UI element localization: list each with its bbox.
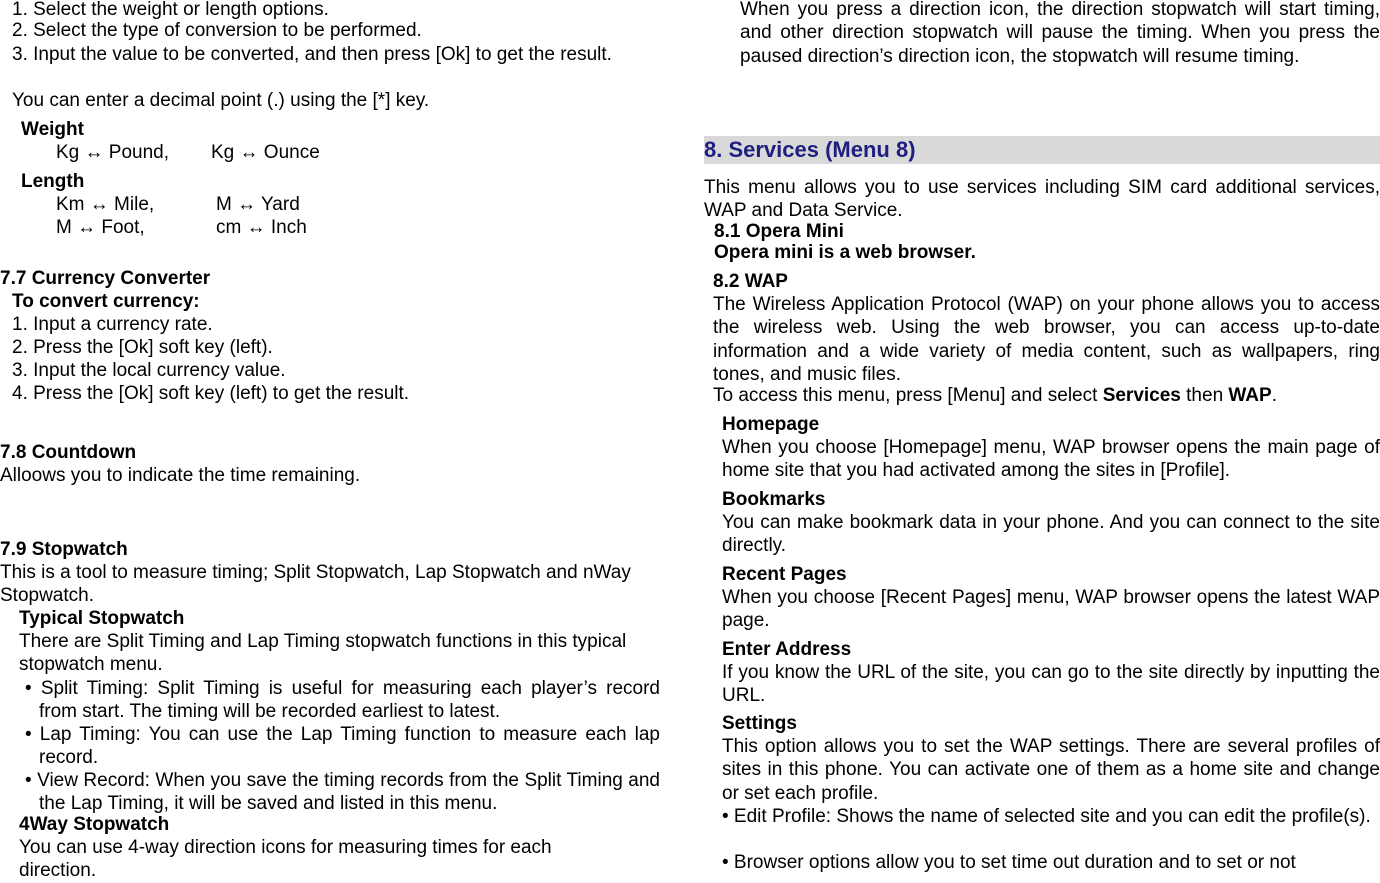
homepage-text: When you choose [Homepage] menu, WAP browser opens the main page of home site that you had activated among the sites in [Profile]. [722, 437, 1380, 482]
settings-text: This option allows you to set the WAP settings. There are several profiles of sites in this phone. You can activate one of them as a home site and change or set each profile. [722, 736, 1380, 804]
recent-pages-text: When you choose [Recent Pages] menu, WAP browser opens the latest WAP page. [722, 587, 1380, 632]
countdown-text: Alloows you to indicate the time remaining. [0, 465, 361, 486]
typical-stopwatch-heading: Typical Stopwatch [19, 608, 185, 629]
access-text-end: . [1271, 385, 1277, 406]
bookmarks-heading: Bookmarks [722, 489, 826, 510]
weight-options [56, 141, 660, 164]
access-text-mid: then [1180, 385, 1229, 406]
settings-heading: Settings [722, 713, 797, 734]
step-1: 1. Select the weight or length options. [12, 0, 329, 20]
fourway-stopwatch-heading: 4Way Stopwatch [19, 814, 170, 835]
stopwatch-intro: This is a tool to measure timing; Split Stopwatch, Lap Stopwatch and nWay Stopwatch. [0, 562, 631, 607]
length-heading: Length [21, 171, 85, 192]
bookmarks-text: You can make bookmark data in your phone. And you can connect to the site directly. [722, 512, 1380, 557]
recent-pages-heading: Recent Pages [722, 564, 847, 585]
currency-step-3: 3. Input the local currency value. [12, 360, 286, 381]
services-section-heading: 8. Services (Menu 8) [704, 136, 1380, 164]
bullet-browser-options: • Browser options allow you to set time out duration and to set or not [722, 852, 1296, 873]
currency-heading: 7.7 Currency Converter [0, 268, 211, 289]
length-option-m-foot: M ↔ Foot, [56, 217, 145, 238]
wap-heading: 8.2 WAP [713, 271, 788, 292]
stopwatch-heading: 7.9 Stopwatch [0, 539, 128, 560]
bullet-lap-timing: • Lap Timing: You can use the Lap Timing function to measure each lap record. [25, 724, 660, 769]
enter-address-text: If you know the URL of the site, you can go to the site directly by inputting the URL. [722, 662, 1380, 707]
currency-step-4: 4. Press the [Ok] soft key (left) to get the result. [12, 383, 410, 404]
bullet-split-timing: • Split Timing: Split Timing is useful for measuring each player’s record from start. The timing will be recorded earliest to latest. [25, 678, 660, 723]
bullet-view-record: • View Record: When you save the timing records from the Split Timing and the Lap Timing, it will be saved and listed in this menu. [25, 770, 660, 815]
bullet-edit-profile: • Edit Profile: Shows the name of selected site and you can edit the profile(s). [722, 806, 1371, 827]
countdown-heading: 7.8 Countdown [0, 442, 137, 463]
typical-stopwatch-text: There are Split Timing and Lap Timing stopwatch functions in this typical stopwatch menu. [19, 631, 627, 676]
enter-address-heading: Enter Address [722, 639, 852, 660]
fourway-stopwatch-text: You can use 4-way direction icons for measuring times for each direction. [19, 837, 552, 882]
services-intro: This menu allows you to use services including SIM card additional services, WAP and Data Service. [704, 177, 1380, 222]
length-option-km-mile: Km ↔ Mile, [56, 194, 155, 215]
length-options-row2 [56, 216, 660, 239]
currency-step-1: 1. Input a currency rate. [12, 314, 213, 335]
access-services-label: Services [1102, 385, 1181, 406]
decimal-note: You can enter a decimal point (.) using the [*] key. [12, 90, 430, 111]
wap-text: The Wireless Application Protocol (WAP) on your phone allows you to access the wireless web. Using the web browser, you can access up-to-date information and a wide variety of media content, such as wallpapers, ring tones, and music files. [713, 294, 1380, 385]
weight-heading: Weight [21, 119, 84, 140]
length-option-m-yard: M ↔ Yard [216, 194, 300, 215]
fourway-continued-text: When you press a direction icon, the direction stopwatch will start timing, and other direction stopwatch will pause the timing. When you press the paused direction’s direction icon, the stopwatch will resume timing. [740, 0, 1380, 67]
opera-mini-text: Opera mini is a web browser. [714, 242, 976, 263]
access-text-pre: To access this menu, press [Menu] and select [713, 385, 1103, 406]
homepage-heading: Homepage [722, 414, 820, 435]
weight-option-kg-pound: Kg ↔ Pound, [56, 142, 170, 163]
currency-subheading: To convert currency: [12, 291, 200, 312]
step-3: 3. Input the value to be converted, and then press [Ok] to get the result. [12, 44, 612, 65]
opera-mini-heading: 8.1 Opera Mini [714, 221, 844, 242]
access-wap-label: WAP [1228, 385, 1272, 406]
currency-step-2: 2. Press the [Ok] soft key (left). [12, 337, 273, 358]
step-2: 2. Select the type of conversion to be performed. [12, 20, 422, 41]
wap-access-instructions [713, 384, 1380, 407]
length-option-cm-inch: cm ↔ Inch [216, 217, 307, 238]
weight-option-kg-ounce: Kg ↔ Ounce [211, 142, 320, 163]
length-options-row1 [56, 193, 660, 216]
